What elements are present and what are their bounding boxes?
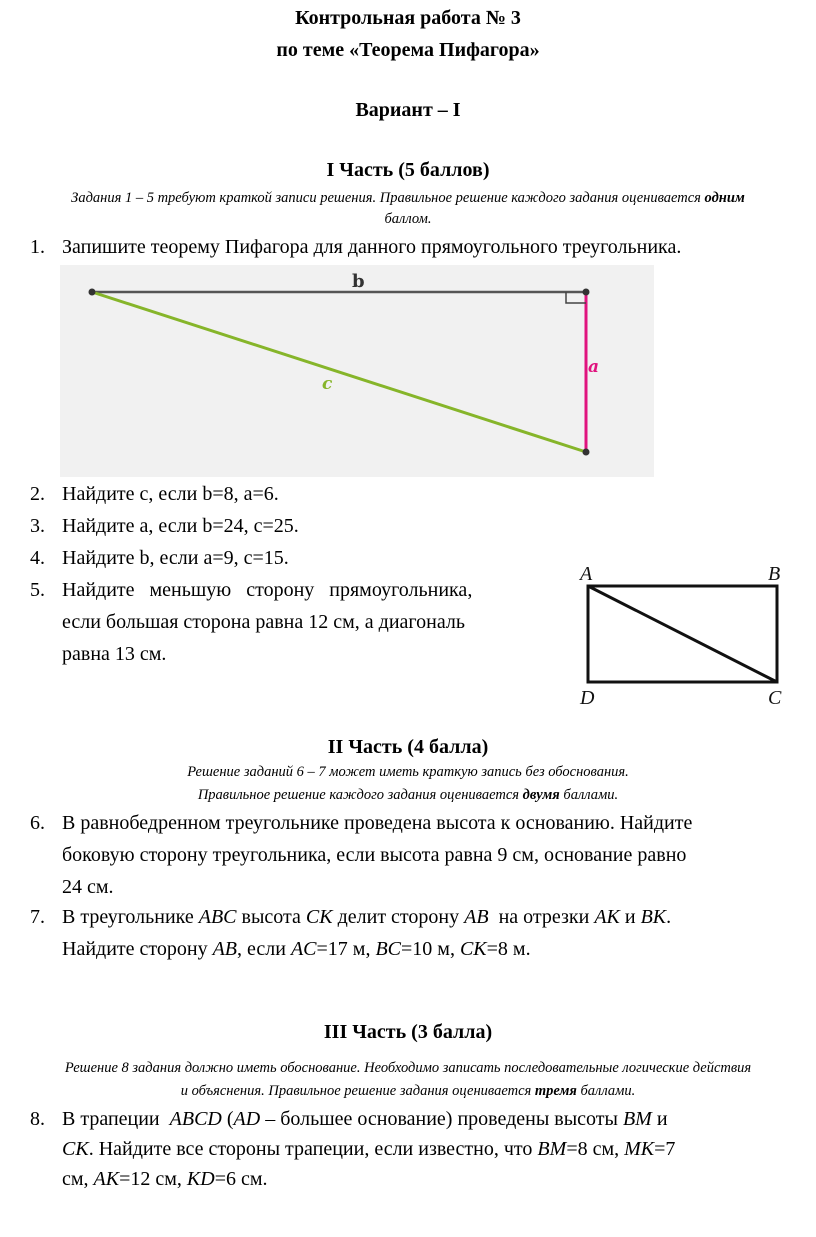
t8-ak: AK <box>93 1168 120 1190</box>
t7-ck: CK <box>459 938 487 960</box>
t7-text: В треугольнике <box>62 906 199 928</box>
title-line-1: Контрольная работа № 3 <box>295 7 521 29</box>
task-2-text: Найдите с, если b=8, а=6. <box>62 483 279 505</box>
t8-bm: BM <box>622 1108 652 1130</box>
t8-text: . Найдите все стороны трапеции, если известно, что <box>88 1138 538 1160</box>
t8-abcd: ABCD <box>169 1108 222 1130</box>
vertex-bottom <box>583 449 590 456</box>
t7-bc: BC <box>375 938 402 960</box>
part1-heading: I Часть (5 баллов) <box>326 159 490 181</box>
part1-note-end: баллом. <box>384 211 432 227</box>
part1-note <box>0 188 816 208</box>
title-line-2: по теме «Теорема Пифагора» <box>276 39 540 61</box>
t8-mk: MK <box>624 1138 655 1160</box>
part2-note-2-text: Правильное решение каждого задания оценивается <box>197 787 523 803</box>
part2-heading: II Часть (4 балла) <box>327 736 489 758</box>
t7-text: делит сторону <box>332 906 465 928</box>
t8-ad: AD <box>233 1108 261 1130</box>
t7-ck: CK <box>305 906 333 928</box>
triangle-svg <box>60 265 654 477</box>
part2-note-1: Решение заданий 6 – 7 может иметь краткую запись без обоснования. <box>187 764 629 780</box>
t7-ak: AK <box>594 906 620 928</box>
t7-text: . <box>666 906 672 928</box>
part3-note-2 <box>0 1081 816 1101</box>
task-1-number: 1. <box>30 236 45 258</box>
t8-text: =7 <box>654 1138 676 1160</box>
vertex-label-b: B <box>768 563 781 585</box>
task-7-line-2 <box>62 934 531 964</box>
part1-note-text: Задания 1 – 5 требуют краткой записи решения. Правильное решение каждого задания оценивается <box>71 190 705 206</box>
part3-note-2-text: и объяснения. Правильное решение задания оценивается <box>180 1083 535 1099</box>
task-8-line-3 <box>62 1164 268 1194</box>
label-b: b <box>352 271 365 292</box>
t7-ac: AC <box>290 938 317 960</box>
t7-ab: AB <box>212 938 238 960</box>
task-6-line-2: боковую сторону треугольника, если высота равна 9 см, основание равно <box>62 844 687 866</box>
t8-bm: BM <box>537 1138 567 1160</box>
t8-text: см, <box>62 1168 94 1190</box>
task-5-number: 5. <box>30 579 45 601</box>
diagonal-ac <box>588 586 777 682</box>
task-8-line-2 <box>62 1134 675 1164</box>
task-6-line-1: В равнобедренном треугольнике проведена высота к основанию. Найдите <box>62 812 693 834</box>
t8-text: =8 см, <box>566 1138 625 1160</box>
label-a: a <box>588 357 600 377</box>
t8-text: В трапеции <box>62 1108 170 1130</box>
part2-note-2-end: баллами. <box>559 787 619 803</box>
task-8-number: 8. <box>30 1108 45 1130</box>
part3-heading: III Часть (3 балла) <box>323 1021 493 1043</box>
t7-text: на отрезки <box>488 906 595 928</box>
t7-bk: BK <box>640 906 667 928</box>
variant-label: Вариант – I <box>355 99 461 121</box>
t7-text: =17 м, <box>316 938 376 960</box>
vertex-label-a: A <box>580 563 593 585</box>
t7-text: =8 м. <box>486 938 531 960</box>
part2-note-2 <box>0 785 816 805</box>
t7-text: =10 м, <box>401 938 460 960</box>
t7-text: , если <box>237 938 291 960</box>
task-7-number: 7. <box>30 906 45 928</box>
t8-text: ( <box>221 1108 234 1130</box>
task-6-line-3: 24 см. <box>62 876 114 898</box>
t7-text: и <box>619 906 641 928</box>
part2-note-bold: двумя <box>522 787 560 803</box>
part3-note-bold: тремя <box>534 1083 577 1099</box>
task-6-number: 6. <box>30 812 45 834</box>
vertex-right-top <box>583 289 590 296</box>
vertex-left <box>89 289 96 296</box>
task-4-number: 4. <box>30 547 45 569</box>
t7-ab: AB <box>464 906 489 928</box>
task-4-text: Найдите b, если а=9, с=15. <box>62 547 289 569</box>
t8-text: – большее основание) проведены высоты <box>260 1108 623 1130</box>
part3-note-2-end: баллами. <box>576 1083 636 1099</box>
task-3-text: Найдите а, если b=24, с=25. <box>62 515 299 537</box>
side-c-line <box>92 292 586 452</box>
rectangle-figure <box>572 560 800 710</box>
task-7-line-1 <box>62 902 671 932</box>
task-5-line-3: равна 13 см. <box>62 643 167 665</box>
t7-text: Найдите сторону <box>62 938 213 960</box>
t8-text: =6 см. <box>214 1168 268 1190</box>
t7-abc: ABC <box>198 906 237 928</box>
triangle-figure <box>60 265 654 477</box>
task-5-line-1: Найдите меньшую сторону прямоугольника, <box>62 579 473 601</box>
t8-kd: KD <box>186 1168 215 1190</box>
t8-text: и <box>651 1108 668 1130</box>
label-c: c <box>322 374 333 394</box>
task-5-line-2: если большая сторона равна 12 см, а диагональ <box>62 611 465 633</box>
task-8-line-1 <box>62 1104 668 1134</box>
vertex-label-c: C <box>768 687 782 709</box>
t8-text: =12 см, <box>119 1168 187 1190</box>
t8-ck: CK <box>62 1138 89 1160</box>
vertex-label-d: D <box>580 687 595 709</box>
task-3-number: 3. <box>30 515 45 537</box>
task-1-text: Запишите теорему Пифагора для данного прямоугольного треугольника. <box>62 236 682 258</box>
part3-note-1: Решение 8 задания должно иметь обоснование. Необходимо записать последовательные логические действия <box>64 1060 752 1076</box>
t7-text: высота <box>236 906 306 928</box>
part1-note-bold: одним <box>704 190 745 206</box>
task-2-number: 2. <box>30 483 45 505</box>
